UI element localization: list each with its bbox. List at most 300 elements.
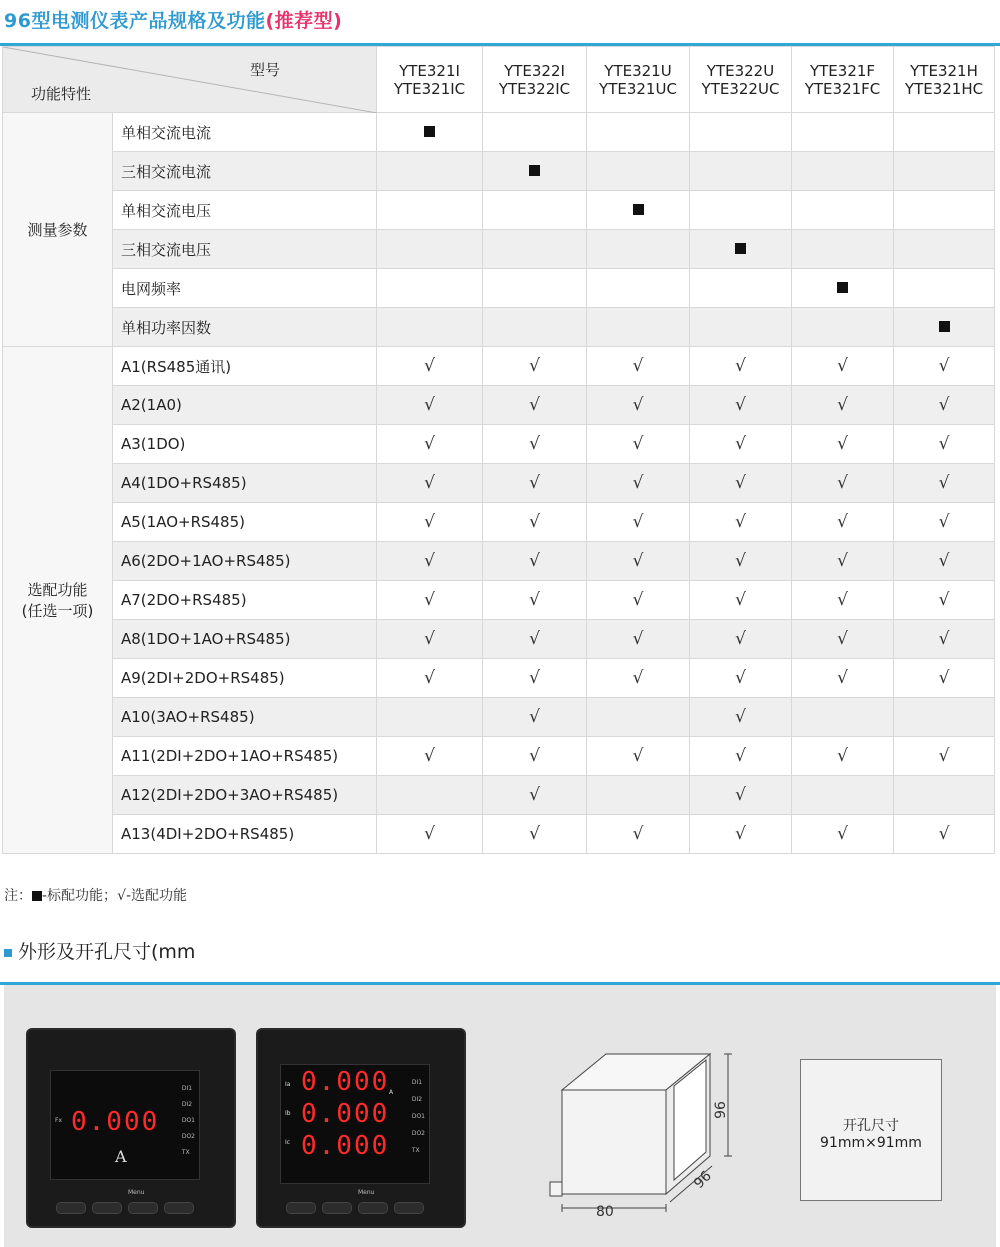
section-title [4, 937, 195, 964]
phase-label: Ib [285, 1110, 291, 1117]
optional-check-icon: √ [735, 785, 746, 805]
indicator-label: DI2 [181, 1101, 193, 1108]
note-prefix: 注： [4, 888, 32, 904]
indicator-label: DI2 [411, 1096, 423, 1103]
optional-check-icon: √ [938, 629, 950, 649]
row-label: A13(4DI+2DO+RS485) [113, 815, 377, 854]
mark-cell [792, 698, 894, 737]
indicator-label: DI1 [181, 1085, 193, 1092]
optional-check-icon: √ [529, 707, 540, 727]
menu-label: Menu [358, 1189, 375, 1196]
model-col-line2: YTE321IC [393, 79, 466, 98]
optional-check-icon: √ [529, 434, 540, 454]
optional-check-icon: √ [424, 512, 435, 532]
table-row [3, 776, 995, 815]
optional-check-icon: √ [837, 668, 848, 688]
table-row [3, 620, 995, 659]
meter-three-phase [258, 1030, 464, 1226]
header-corner-cell [3, 47, 377, 113]
title-main: 96型电测仪表产品规格及功能 [4, 10, 266, 32]
meter-row-labels [285, 1081, 291, 1146]
mark-cell [792, 230, 894, 269]
model-col-line1: YTE321I [399, 61, 460, 80]
mark-cell [792, 737, 894, 776]
mark-cell [587, 815, 690, 854]
mark-cell [587, 503, 690, 542]
optional-check-icon: √ [424, 434, 435, 454]
meter-buttons [56, 1202, 194, 1214]
width-dimension: 80 [596, 1204, 614, 1220]
mark-cell [483, 815, 587, 854]
title-highlight: (推荐型) [265, 10, 343, 32]
mark-cell [587, 113, 690, 152]
optional-check-icon: √ [837, 356, 848, 376]
optional-check-icon: √ [735, 395, 746, 415]
mark-cell [690, 776, 792, 815]
mark-cell [587, 191, 690, 230]
mark-cell [792, 464, 894, 503]
meter-reading: 0.000 [301, 1067, 390, 1097]
optional-check-icon: √ [632, 434, 644, 454]
standard-square-icon [735, 243, 746, 254]
header-row [3, 47, 995, 113]
model-col-line1: YTE321U [604, 61, 672, 80]
optional-check-icon: √ [735, 629, 746, 649]
mark-cell [483, 347, 587, 386]
row-label: A8(1DO+1AO+RS485) [113, 620, 377, 659]
mark-cell [894, 269, 995, 308]
mark-cell [483, 737, 587, 776]
optional-check-icon: √ [735, 512, 746, 532]
table-row [3, 191, 995, 230]
mark-cell [894, 737, 995, 776]
mark-cell [377, 503, 483, 542]
mark-cell [690, 230, 792, 269]
model-col-0 [377, 47, 483, 113]
meter-left-button [56, 1202, 86, 1214]
optional-check-icon: √ [632, 629, 644, 649]
meter-enter-button [394, 1202, 424, 1214]
mark-cell [894, 308, 995, 347]
mark-cell [587, 581, 690, 620]
optional-check-icon: √ [837, 551, 848, 571]
row-label: A1(RS485通讯) [113, 347, 377, 386]
indicator-label: DO1 [411, 1113, 425, 1120]
note-optional: -选配功能 [125, 888, 188, 904]
optional-check-icon: √ [735, 707, 746, 727]
mark-cell [483, 152, 587, 191]
group-optional-line1: 选配功能 [27, 581, 88, 599]
standard-square-icon [32, 891, 42, 901]
mark-cell [587, 737, 690, 776]
mark-cell [483, 425, 587, 464]
mark-cell [894, 620, 995, 659]
mark-cell [792, 581, 894, 620]
meter-screen [280, 1064, 430, 1184]
optional-check-icon: √ [938, 746, 950, 766]
table-row [3, 230, 995, 269]
optional-check-icon: √ [529, 590, 540, 610]
optional-check-icon: √ [529, 356, 540, 376]
mark-cell [690, 698, 792, 737]
optional-check-icon: √ [837, 746, 848, 766]
mark-cell [792, 386, 894, 425]
mark-cell [894, 776, 995, 815]
model-col-line2: YTE321UC [599, 79, 677, 98]
row-label: 三相交流电压 [113, 230, 377, 269]
optional-check-icon: √ [735, 473, 746, 493]
mark-cell [690, 620, 792, 659]
mark-cell [377, 698, 483, 737]
optional-check-icon: √ [938, 434, 950, 454]
optional-check-icon: √ [938, 551, 950, 571]
meter-menu-button [128, 1202, 158, 1214]
optional-check-icon: √ [529, 785, 540, 805]
mark-cell [792, 113, 894, 152]
row-label: A6(2DO+1AO+RS485) [113, 542, 377, 581]
optional-check-icon: √ [938, 824, 950, 844]
model-col-line1: YTE321H [910, 61, 978, 80]
phase-label: Ia [285, 1081, 291, 1088]
table-row [3, 308, 995, 347]
meter-enter-button [164, 1202, 194, 1214]
mark-cell [894, 815, 995, 854]
mark-cell [483, 776, 587, 815]
optional-check-icon: √ [632, 512, 644, 532]
optional-check-icon: √ [837, 434, 848, 454]
mark-cell [483, 581, 587, 620]
mark-cell [483, 191, 587, 230]
mark-cell [377, 269, 483, 308]
model-col-line2: YTE321FC [804, 79, 881, 98]
indicator-label: DO2 [411, 1130, 425, 1137]
mark-cell [377, 308, 483, 347]
row-label: 单相交流电流 [113, 113, 377, 152]
optional-check-icon: √ [424, 824, 435, 844]
optional-check-icon: √ [837, 629, 848, 649]
meter-single-phase [28, 1030, 234, 1226]
mark-cell [587, 152, 690, 191]
optional-check-icon: √ [837, 512, 848, 532]
optional-check-icon: √ [424, 629, 435, 649]
meter-reading: 0.000 [301, 1099, 390, 1129]
mark-cell [483, 464, 587, 503]
mark-cell [792, 269, 894, 308]
mark-cell [894, 386, 995, 425]
row-label: A7(2DO+RS485) [113, 581, 377, 620]
mark-cell [587, 308, 690, 347]
mark-cell [894, 464, 995, 503]
row-label: A12(2DI+2DO+3AO+RS485) [113, 776, 377, 815]
mark-cell [587, 269, 690, 308]
mark-cell [894, 581, 995, 620]
indicator-label: TX [181, 1149, 190, 1156]
group-optional-functions [3, 347, 113, 854]
height-dimension: 96 [712, 1101, 729, 1119]
header-func-label: 功能特性 [31, 85, 92, 103]
meter-reading: 0.000 [71, 1107, 160, 1137]
mark-cell [792, 347, 894, 386]
optional-check-icon: √ [529, 668, 540, 688]
mark-cell [894, 113, 995, 152]
indicator-label: DI1 [411, 1079, 423, 1086]
optional-check-icon: √ [632, 395, 644, 415]
optional-check-icon: √ [632, 590, 644, 610]
mark-cell [587, 542, 690, 581]
meter-unit: A [115, 1147, 127, 1166]
cutout-size: 91mm×91mm [820, 1135, 922, 1151]
optional-check-icon: √ [938, 590, 950, 610]
mark-cell [587, 464, 690, 503]
meter-buttons [286, 1202, 424, 1214]
model-col-line1: YTE321F [809, 61, 876, 80]
optional-check-icon: √ [632, 473, 644, 493]
mark-cell [690, 113, 792, 152]
table-row [3, 152, 995, 191]
optional-check-icon: √ [529, 395, 540, 415]
mark-cell [587, 230, 690, 269]
row-label: 三相交流电流 [113, 152, 377, 191]
mark-cell [483, 503, 587, 542]
mark-cell [587, 347, 690, 386]
note-standard: -标配功能； [42, 888, 118, 904]
legend-note [4, 885, 187, 905]
table-row [3, 737, 995, 776]
mark-cell [377, 347, 483, 386]
optional-check-icon: √ [424, 395, 435, 415]
mark-cell [377, 230, 483, 269]
mark-cell [792, 620, 894, 659]
group-measure-params: 测量参数 [3, 113, 113, 347]
page-title [4, 6, 342, 33]
mark-cell [894, 347, 995, 386]
mark-cell [377, 620, 483, 659]
mark-cell [377, 776, 483, 815]
menu-label: Menu [128, 1189, 145, 1196]
optional-check-icon: √ [735, 824, 746, 844]
mark-cell [894, 230, 995, 269]
header-model-label: 型号 [249, 61, 280, 79]
optional-check-icon: √ [529, 824, 540, 844]
mark-cell [690, 503, 792, 542]
optional-check-icon: √ [632, 746, 644, 766]
mark-cell [587, 698, 690, 737]
table-row [3, 698, 995, 737]
section-title-text: 外形及开孔尺寸(mm [18, 941, 196, 963]
optional-check-icon: √ [529, 629, 540, 649]
model-col-line2: YTE322UC [701, 79, 780, 98]
mark-cell [690, 542, 792, 581]
phase-label: Ic [285, 1139, 291, 1146]
mark-cell [690, 308, 792, 347]
optional-check-icon: √ [632, 551, 644, 571]
optional-check-icon: √ [529, 551, 540, 571]
optional-check-icon: √ [424, 356, 435, 376]
row-label: A4(1DO+RS485) [113, 464, 377, 503]
indicator-label: DO2 [181, 1133, 195, 1140]
mark-cell [377, 386, 483, 425]
mark-cell [377, 737, 483, 776]
mark-cell [792, 503, 894, 542]
mark-cell [377, 542, 483, 581]
mark-cell [377, 581, 483, 620]
optional-check-icon: √ [837, 590, 848, 610]
mark-cell [483, 620, 587, 659]
standard-square-icon [837, 282, 848, 293]
mark-cell [377, 815, 483, 854]
row-label: A2(1A0) [113, 386, 377, 425]
depth-dimension: 96 [690, 1168, 715, 1192]
mark-cell [587, 425, 690, 464]
meter-readings [301, 1067, 389, 1161]
row-label: A9(2DI+2DO+RS485) [113, 659, 377, 698]
mark-cell [690, 464, 792, 503]
standard-square-icon [424, 126, 435, 137]
meter-right-button [322, 1202, 352, 1214]
optional-check-icon: √ [837, 473, 848, 493]
mark-cell [894, 659, 995, 698]
optional-check-icon: √ [735, 590, 746, 610]
row-label: 单相交流电压 [113, 191, 377, 230]
model-col-3 [690, 47, 792, 113]
optional-check-icon: √ [735, 668, 746, 688]
model-col-line2: YTE321HC [904, 79, 984, 98]
meter-side-label: Fx [55, 1117, 63, 1124]
optional-check-icon: √ [529, 512, 540, 532]
mark-cell [690, 347, 792, 386]
mark-cell [483, 659, 587, 698]
standard-square-icon [939, 321, 950, 332]
optional-check-icon: √ [938, 473, 950, 493]
meter-indicators [182, 1085, 195, 1156]
mark-cell [377, 425, 483, 464]
mark-cell [690, 581, 792, 620]
cutout-title: 开孔尺寸 [843, 1118, 899, 1134]
cutout-size-box [800, 1059, 942, 1201]
group-optional-line2: (任选一项) [21, 602, 94, 620]
mark-cell [377, 464, 483, 503]
mark-cell [587, 776, 690, 815]
optional-check-icon: √ [424, 668, 435, 688]
table-row [3, 113, 995, 152]
table-row [3, 269, 995, 308]
row-label: 单相功率因数 [113, 308, 377, 347]
optional-check-icon: √ [632, 824, 644, 844]
mark-cell [690, 152, 792, 191]
optional-check-icon: √ [735, 551, 746, 571]
mark-cell [587, 620, 690, 659]
row-label: 电网频率 [113, 269, 377, 308]
meter-menu-button [358, 1202, 388, 1214]
mark-cell [792, 815, 894, 854]
optional-check-icon: √ [735, 746, 746, 766]
mark-cell [894, 503, 995, 542]
indicator-label: DO1 [181, 1117, 195, 1124]
mark-cell [377, 113, 483, 152]
mark-cell [690, 191, 792, 230]
mark-cell [483, 698, 587, 737]
optional-check-icon: √ [837, 395, 848, 415]
optional-check-icon: √ [938, 356, 950, 376]
dimension-drawing-svg [544, 1040, 754, 1230]
model-col-5 [894, 47, 995, 113]
meter-unit: A [389, 1089, 394, 1096]
mark-cell [792, 776, 894, 815]
table-row [3, 386, 995, 425]
optional-check-icon: √ [424, 551, 435, 571]
dimension-drawing [544, 1040, 754, 1230]
model-col-line1: YTE322U [706, 61, 775, 80]
mark-cell [690, 386, 792, 425]
table-row [3, 581, 995, 620]
meter-indicators [412, 1079, 425, 1154]
mark-cell [690, 815, 792, 854]
mark-cell [483, 542, 587, 581]
row-label: A11(2DI+2DO+1AO+RS485) [113, 737, 377, 776]
optional-check-icon: √ [424, 746, 435, 766]
row-label: A5(1AO+RS485) [113, 503, 377, 542]
row-label: A3(1DO) [113, 425, 377, 464]
mark-cell [792, 191, 894, 230]
bullet-icon [4, 949, 12, 957]
optional-check-icon: √ [938, 395, 950, 415]
mark-cell [792, 425, 894, 464]
mark-cell [483, 230, 587, 269]
table-row [3, 659, 995, 698]
optional-check-icon: √ [529, 746, 540, 766]
mark-cell [690, 425, 792, 464]
model-col-4 [792, 47, 894, 113]
row-label: A10(3AO+RS485) [113, 698, 377, 737]
optional-check-icon: √ [424, 473, 435, 493]
mark-cell [483, 269, 587, 308]
mark-cell [894, 425, 995, 464]
mark-cell [483, 386, 587, 425]
mark-cell [792, 659, 894, 698]
table-row [3, 815, 995, 854]
mark-cell [483, 308, 587, 347]
meter-screen [50, 1070, 200, 1180]
table-row [3, 464, 995, 503]
mark-cell [377, 191, 483, 230]
mark-cell [377, 152, 483, 191]
standard-square-icon [633, 204, 644, 215]
model-col-1 [483, 47, 587, 113]
mark-cell [690, 737, 792, 776]
model-col-line1: YTE322I [504, 61, 565, 80]
standard-square-icon [529, 165, 540, 176]
optional-check-icon: √ [938, 512, 950, 532]
meter-left-button [286, 1202, 316, 1214]
mark-cell [377, 659, 483, 698]
mark-cell [894, 542, 995, 581]
mark-cell [894, 191, 995, 230]
optional-check-icon: √ [837, 824, 848, 844]
mark-cell [587, 386, 690, 425]
optional-check-icon: √ [632, 668, 644, 688]
indicator-label: TX [411, 1147, 420, 1154]
optional-check-icon: √ [735, 356, 746, 376]
optional-check-icon: √ [735, 434, 746, 454]
optional-check-icon: √ [529, 473, 540, 493]
spec-table [2, 46, 995, 854]
optional-check-icon: √ [938, 668, 950, 688]
mark-cell [587, 659, 690, 698]
mark-cell [792, 308, 894, 347]
note-check-glyph: √ [117, 888, 126, 904]
model-col-2 [587, 47, 690, 113]
optional-check-icon: √ [632, 356, 644, 376]
